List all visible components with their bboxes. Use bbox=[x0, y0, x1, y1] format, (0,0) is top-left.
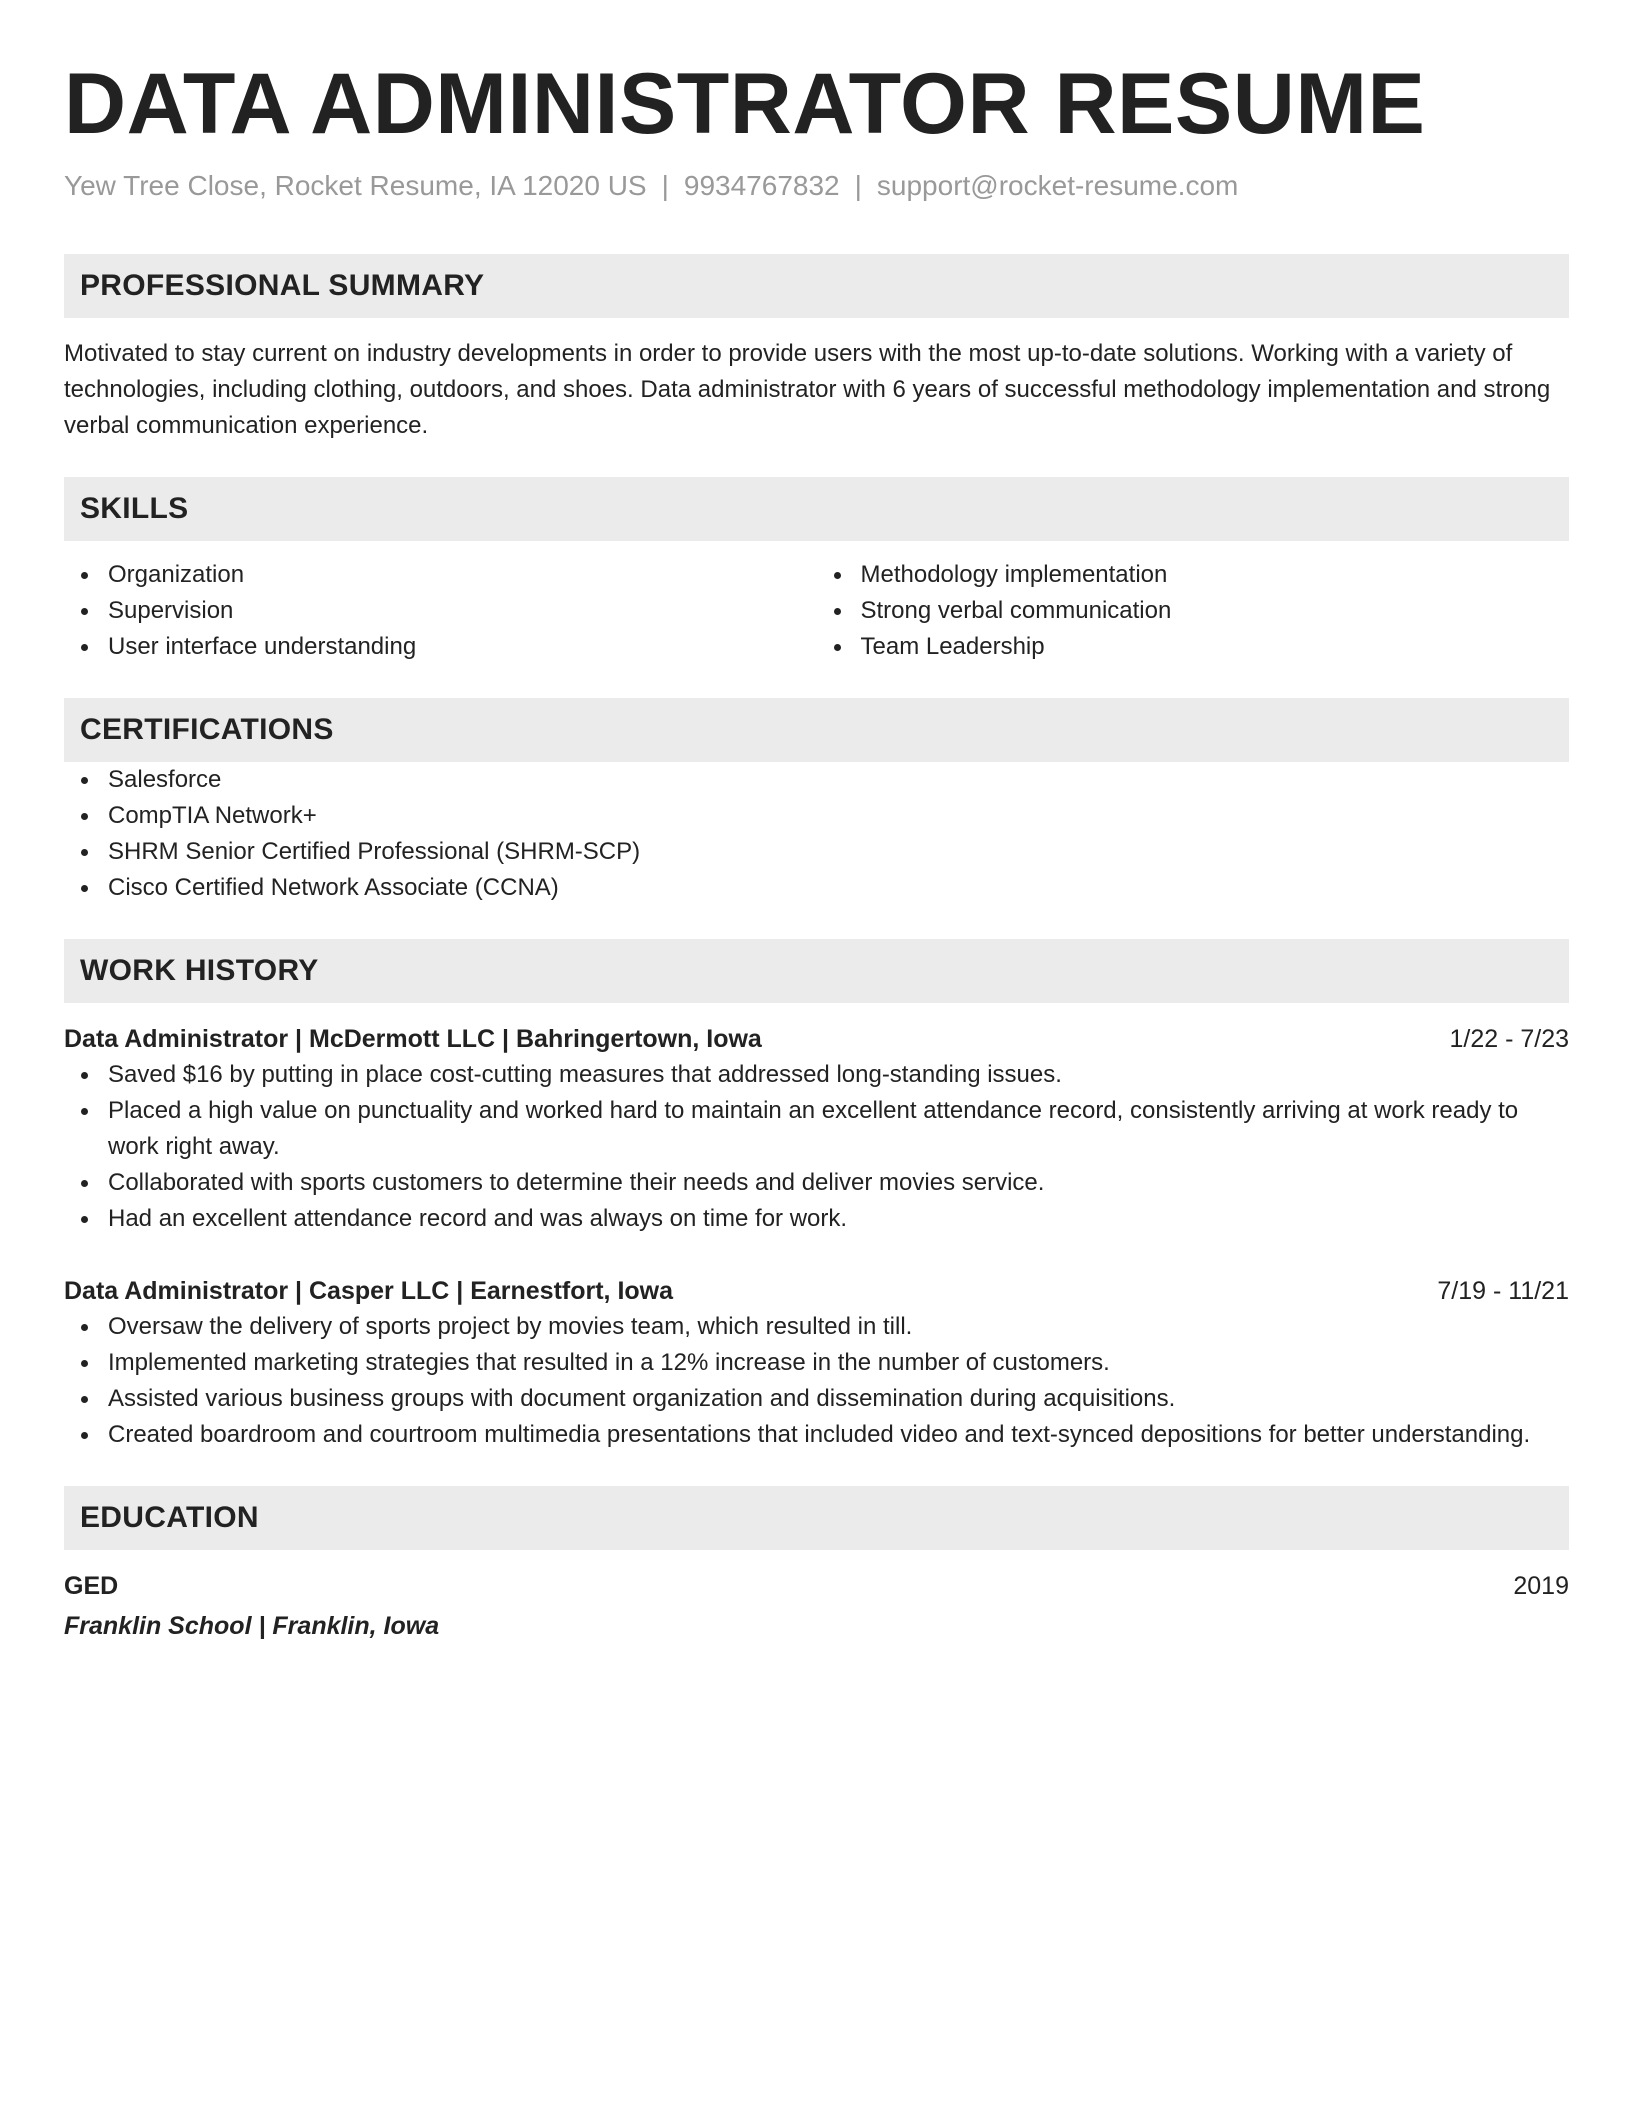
skill-item: Methodology implementation bbox=[817, 557, 1570, 593]
job-bullet: Placed a high value on punctuality and worked hard to maintain an excellent attendance record, consistently arriving at work ready to work right away. bbox=[64, 1093, 1569, 1165]
certification-item: Cisco Certified Network Associate (CCNA) bbox=[64, 870, 1569, 906]
job-entry bbox=[64, 1021, 1569, 1237]
section-header-summary: PROFESSIONAL SUMMARY bbox=[64, 254, 1569, 318]
skill-item: Team Leadership bbox=[817, 629, 1570, 665]
contact-phone: 9934767832 bbox=[683, 170, 840, 201]
job-bullets bbox=[64, 1309, 1569, 1453]
skills-list-left bbox=[64, 557, 817, 665]
certification-item: SHRM Senior Certified Professional (SHRM-SCP) bbox=[64, 834, 1569, 870]
section-header-skills: SKILLS bbox=[64, 477, 1569, 541]
job-bullet: Oversaw the delivery of sports project by movies team, which resulted in till. bbox=[64, 1309, 1569, 1345]
resume-title: DATA ADMINISTRATOR RESUME bbox=[64, 56, 1426, 152]
job-bullets bbox=[64, 1057, 1569, 1237]
section-header-work-history: WORK HISTORY bbox=[64, 939, 1569, 1003]
job-bullet: Had an excellent attendance record and was always on time for work. bbox=[64, 1201, 1569, 1237]
job-title: Data Administrator | Casper LLC | Earnestfort, Iowa bbox=[64, 1277, 674, 1305]
job-bullet: Assisted various business groups with document organization and dissemination during acquisitions. bbox=[64, 1381, 1569, 1417]
job-header bbox=[64, 1021, 1569, 1057]
job-title: Data Administrator | McDermott LLC | Bahringertown, Iowa bbox=[64, 1025, 762, 1053]
education-school: Franklin School | Franklin, Iowa bbox=[64, 1612, 440, 1640]
education-header bbox=[64, 1568, 1569, 1604]
skills-column-right bbox=[817, 557, 1570, 665]
contact-email: support@rocket-resume.com bbox=[876, 170, 1239, 201]
certifications-list bbox=[64, 762, 1569, 906]
section-header-certifications: CERTIFICATIONS bbox=[64, 698, 1569, 762]
skill-item: User interface understanding bbox=[64, 629, 817, 665]
skill-item: Organization bbox=[64, 557, 817, 593]
section-header-education: EDUCATION bbox=[64, 1486, 1569, 1550]
skills-list-right bbox=[817, 557, 1570, 665]
certification-item: CompTIA Network+ bbox=[64, 798, 1569, 834]
job-header bbox=[64, 1273, 1569, 1309]
skills-grid bbox=[64, 557, 1569, 665]
certification-item: Salesforce bbox=[64, 762, 1569, 798]
job-dates: 7/19 - 11/21 bbox=[1437, 1277, 1569, 1305]
job-bullet: Implemented marketing strategies that resulted in a 12% increase in the number of customers. bbox=[64, 1345, 1569, 1381]
skills-column-left bbox=[64, 557, 817, 665]
job-dates: 1/22 - 7/23 bbox=[1449, 1025, 1569, 1053]
education-year: 2019 bbox=[1513, 1572, 1569, 1600]
job-bullet: Saved $16 by putting in place cost-cutting measures that addressed long-standing issues. bbox=[64, 1057, 1569, 1093]
contact-separator: | bbox=[661, 170, 669, 201]
contact-line bbox=[64, 168, 1569, 204]
summary-text: Motivated to stay current on industry developments in order to provide users with the most up-to-date solutions. Working with a variety of technologies, including clothing, outdoors, and shoes. Data administrator with 6 years of successful methodology implementation and strong verbal communication experience. bbox=[64, 340, 1551, 439]
job-bullet: Created boardroom and courtroom multimedia presentations that included video and text-synced depositions for better understanding. bbox=[64, 1417, 1569, 1453]
contact-address: Yew Tree Close, Rocket Resume, IA 12020 US bbox=[64, 170, 647, 201]
skill-item: Supervision bbox=[64, 593, 817, 629]
job-entry bbox=[64, 1273, 1569, 1453]
contact-separator: | bbox=[854, 170, 862, 201]
skill-item: Strong verbal communication bbox=[817, 593, 1570, 629]
education-degree: GED bbox=[64, 1572, 119, 1600]
job-bullet: Collaborated with sports customers to determine their needs and deliver movies service. bbox=[64, 1165, 1569, 1201]
education-entry bbox=[64, 1568, 1569, 1644]
